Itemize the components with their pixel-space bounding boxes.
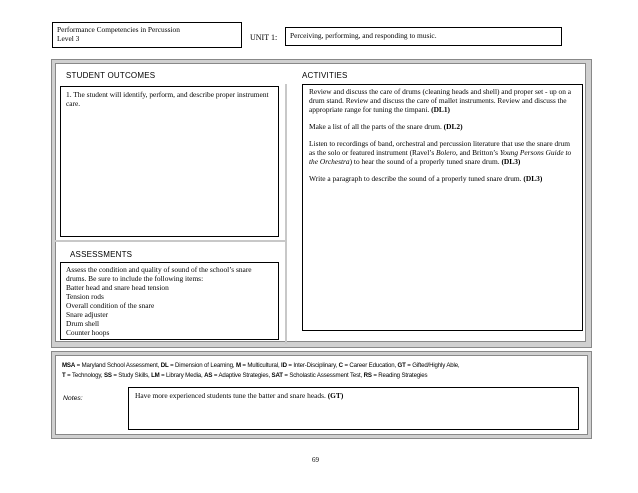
assessment-item: Counter hoops: [66, 328, 110, 337]
activity-1: Review and discuss the care of drums (cleaning heads and shell) and proper set - up on a drum stand. Review and discuss the care of mallet instruments. Review and discuss the appropriate range for tuning the timpani. (DL1): [309, 87, 572, 114]
title-line-2: Level 3: [57, 34, 80, 43]
unit-label: UNIT 1:: [250, 33, 278, 42]
legend-line-1: MSA = Maryland School Assessment, DL = Dimension of Learning, M = Multicultural, ID = Inter-Disciplinary, C = Career Education, GT = Gifted/Highly Able,: [62, 362, 460, 369]
legend-line-2: T = Technology, SS = Study Skills, LM = Library Media, AS = Adaptive Strategies, SAT = Scholastic Assessment Test, RS = Reading Strategies: [62, 372, 428, 379]
assessment-item: Drum shell: [66, 319, 100, 328]
notes-label: Notes:: [63, 395, 83, 402]
notes-tag: (GT): [327, 391, 344, 400]
notes-text: Have more experienced students tune the batter and snare heads.: [135, 391, 326, 400]
assessments-heading: ASSESSMENTS: [70, 250, 133, 259]
assessment-item: Tension rods: [66, 292, 104, 301]
assessment-intro: Assess the condition and quality of sound of the school’s snare drums. Be sure to include the following items:: [66, 265, 252, 283]
section-divider: [55, 240, 287, 242]
activities-box: [302, 84, 583, 331]
activity-4: Write a paragraph to describe the sound of a properly tuned snare drum. (DL3): [309, 174, 543, 183]
legend: [62, 361, 582, 381]
document-title: [52, 22, 242, 48]
unit-description: Perceiving, performing, and responding to music.: [285, 27, 562, 46]
assessment-item: Snare adjuster: [66, 310, 109, 319]
activity-2: Make a list of all the parts of the snare drum. (DL2): [309, 122, 463, 131]
assessment-item: Batter head and snare head tension: [66, 283, 169, 292]
activity-3: Listen to recordings of band, orchestral and percussion literature that use the snare drum as the solo or featured instrument (Ravel’s Bolero, and Britton’s Young Persons Guide to the Orchestra) to hear the sound of a properly tuned snare drum. (DL3): [309, 139, 572, 166]
assessments-box: [60, 262, 279, 340]
assessment-item: Overall condition of the snare: [66, 301, 155, 310]
activities-heading: ACTIVITIES: [302, 71, 348, 80]
column-divider: [285, 84, 287, 344]
page-number: 69: [312, 456, 319, 464]
outcome-text: 1. The student will identify, perform, and describe proper instrument care.: [60, 86, 279, 237]
title-line-1: Performance Competencies in Percussion: [57, 25, 180, 34]
notes-box: [128, 387, 579, 430]
outcomes-heading: STUDENT OUTCOMES: [66, 71, 156, 80]
